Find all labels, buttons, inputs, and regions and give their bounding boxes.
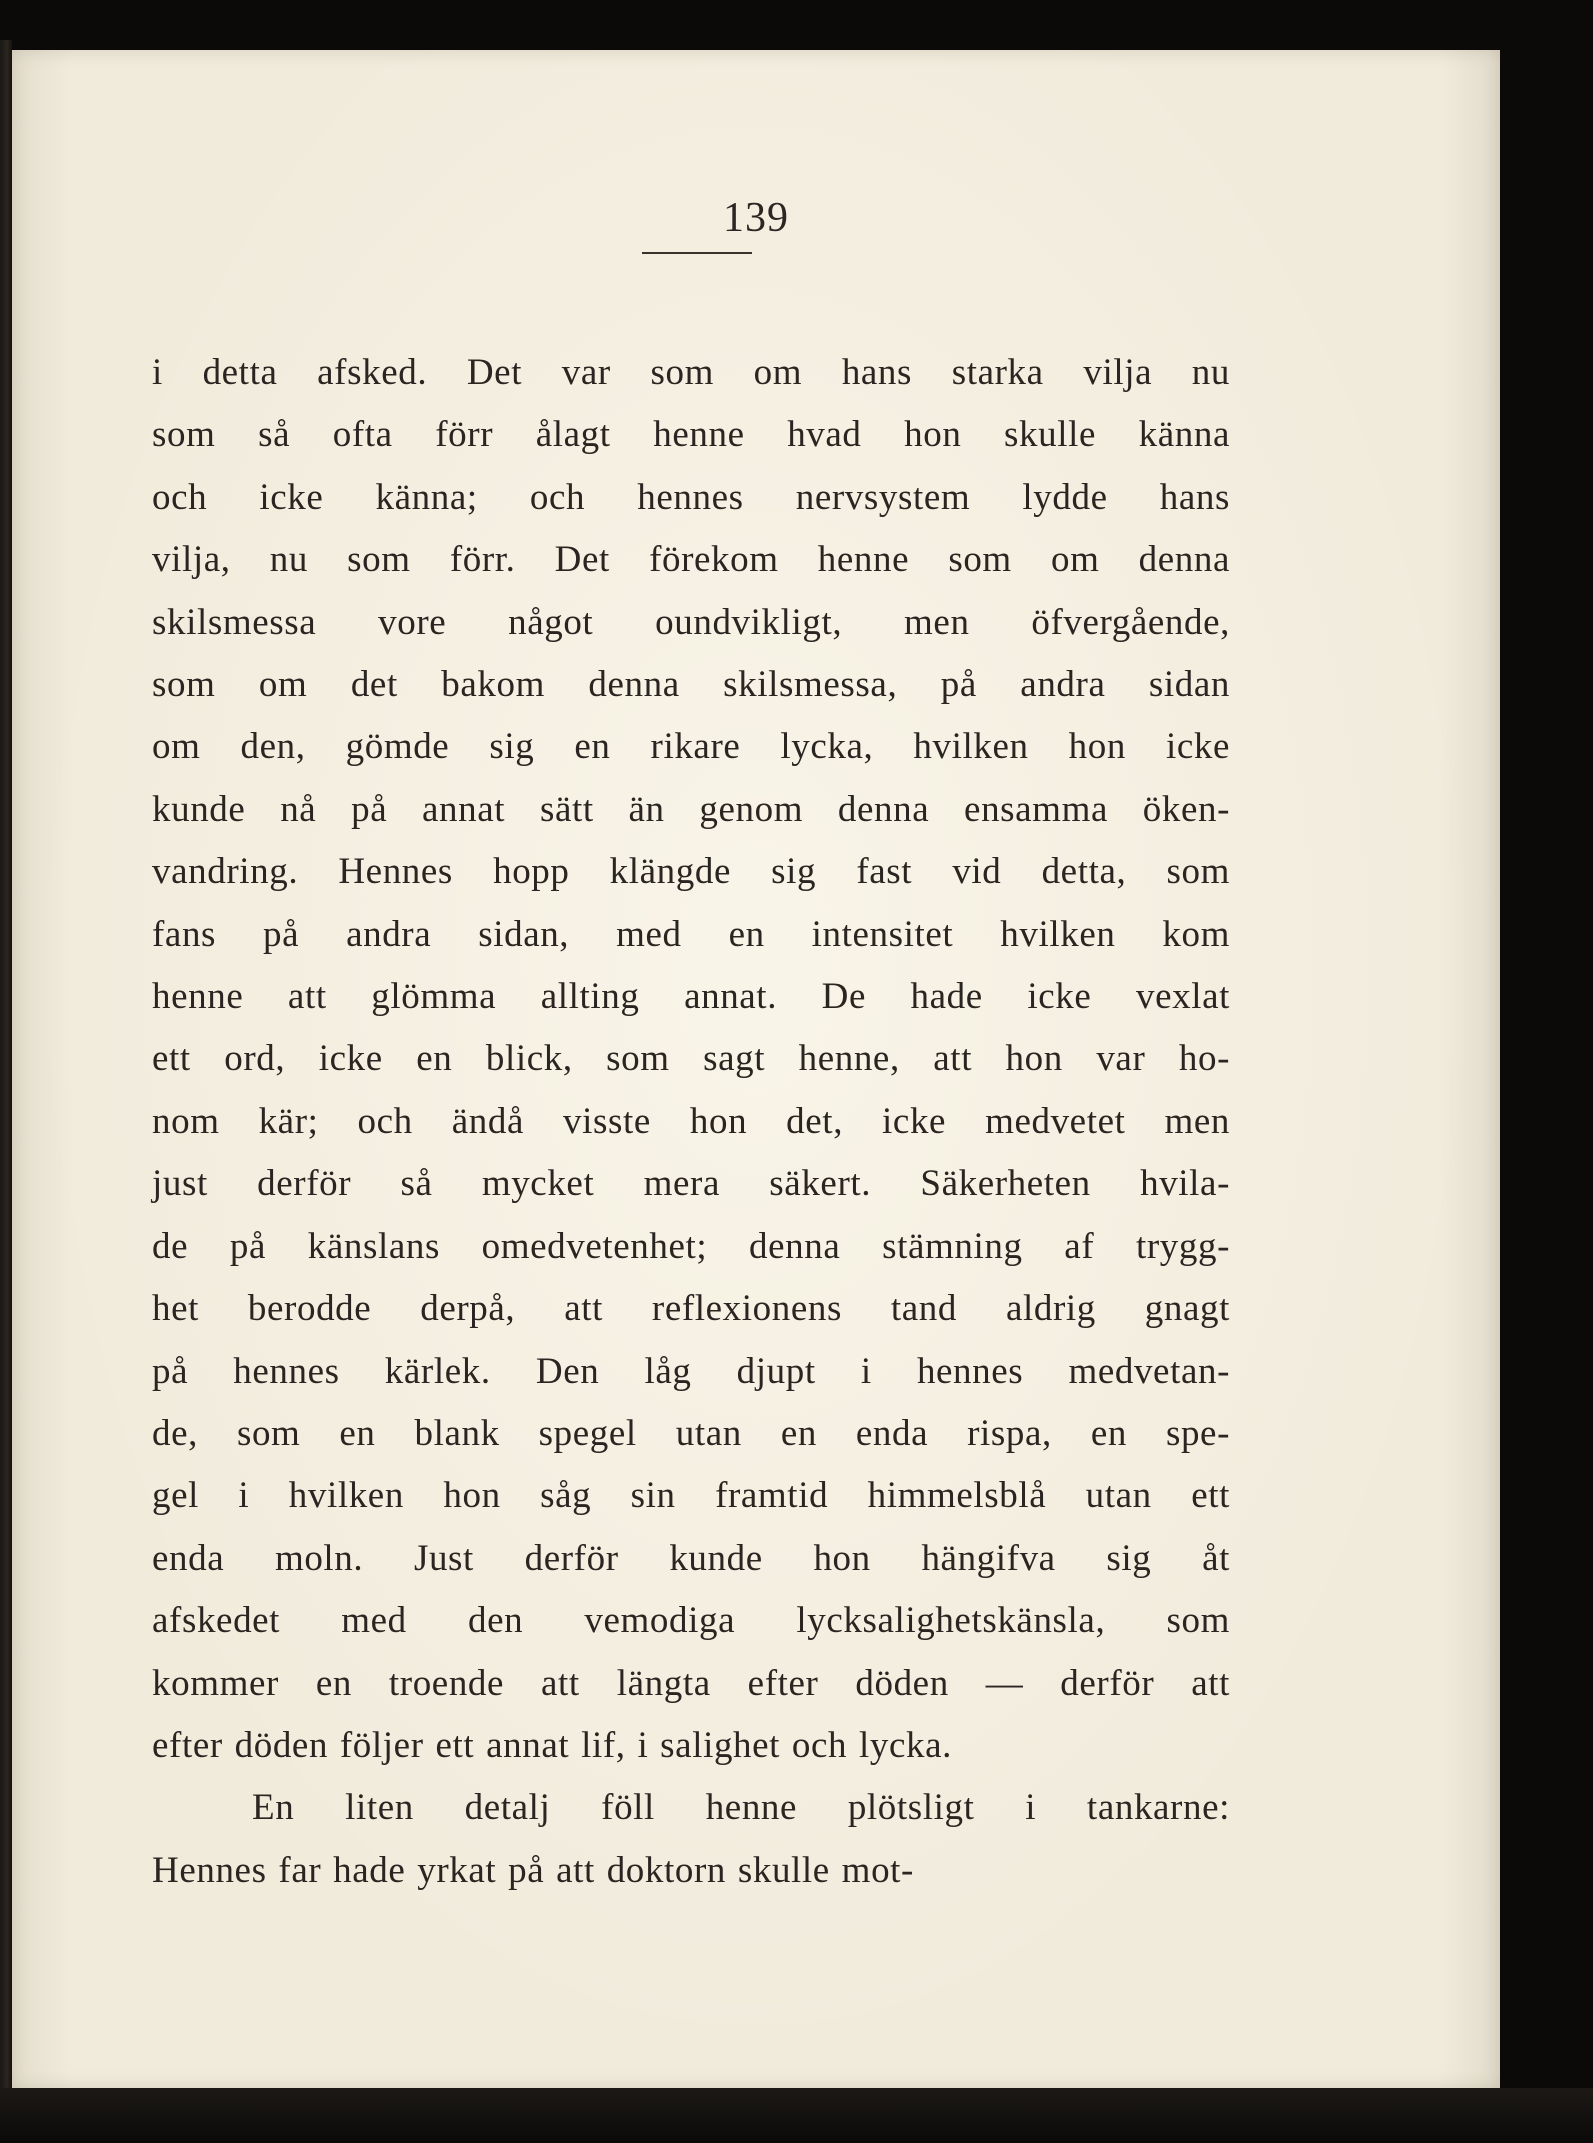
- text-line: En liten detalj föll henne plötsligt i tankarne:: [252, 1787, 1230, 1829]
- text-line: vandring. Hennes hopp klängde sig fast vid detta, som: [152, 851, 1230, 893]
- page-sheet: [12, 50, 1500, 2088]
- text-line: nom kär; och ändå visste hon det, icke medvetet men: [152, 1100, 1230, 1142]
- body-text: [152, 342, 1230, 1902]
- text-line: gel i hvilken hon såg sin framtid himmelsblå utan ett: [152, 1475, 1230, 1517]
- text-line: om den, gömde sig en rikare lycka, hvilken hon icke: [152, 726, 1230, 768]
- text-line: som så ofta förr ålagt henne hvad hon skulle känna: [152, 414, 1230, 456]
- text-line: Hennes far hade yrkat på att doktorn skulle mot-: [152, 1849, 914, 1891]
- text-line: efter döden följer ett annat lif, i salighet och lycka.: [152, 1724, 952, 1766]
- text-line: kommer en troende att längta efter döden — derför att: [152, 1662, 1230, 1704]
- text-line: som om det bakom denna skilsmessa, på andra sidan: [152, 664, 1230, 706]
- page-bottom-edge: [0, 2088, 1593, 2143]
- text-line: enda moln. Just derför kunde hon hängifva sig åt: [152, 1537, 1230, 1579]
- text-line: fans på andra sidan, med en intensitet hvilken kom: [152, 913, 1230, 955]
- text-line: afskedet med den vemodiga lycksalighetskänsla, som: [152, 1600, 1230, 1642]
- page-number: 139: [723, 195, 789, 241]
- text-line: i detta afsked. Det var som om hans starka vilja nu: [152, 352, 1230, 393]
- header-rule: [642, 252, 752, 254]
- text-line: ett ord, icke en blick, som sagt henne, att hon var ho-: [152, 1038, 1230, 1080]
- text-line: de, som en blank spegel utan en enda rispa, en spe-: [152, 1412, 1230, 1454]
- text-line: het berodde derpå, att reflexionens tand aldrig gnagt: [152, 1288, 1230, 1330]
- text-line: vilja, nu som förr. Det förekom henne som om denna: [152, 539, 1230, 581]
- text-line: och icke känna; och hennes nervsystem lydde hans: [152, 476, 1230, 518]
- text-line: skilsmessa vore något oundvikligt, men öfvergående,: [152, 601, 1230, 643]
- book-binding-edge: [0, 40, 12, 2100]
- text-line: de på känslans omedvetenhet; denna stämning af trygg-: [152, 1225, 1230, 1267]
- text-line: på hennes kärlek. Den låg djupt i hennes medvetan-: [152, 1350, 1230, 1392]
- text-line: kunde nå på annat sätt än genom denna ensamma öken-: [152, 788, 1230, 830]
- text-line: just derför så mycket mera säkert. Säkerheten hvila-: [152, 1163, 1230, 1205]
- text-line: henne att glömma allting annat. De hade icke vexlat: [152, 976, 1230, 1018]
